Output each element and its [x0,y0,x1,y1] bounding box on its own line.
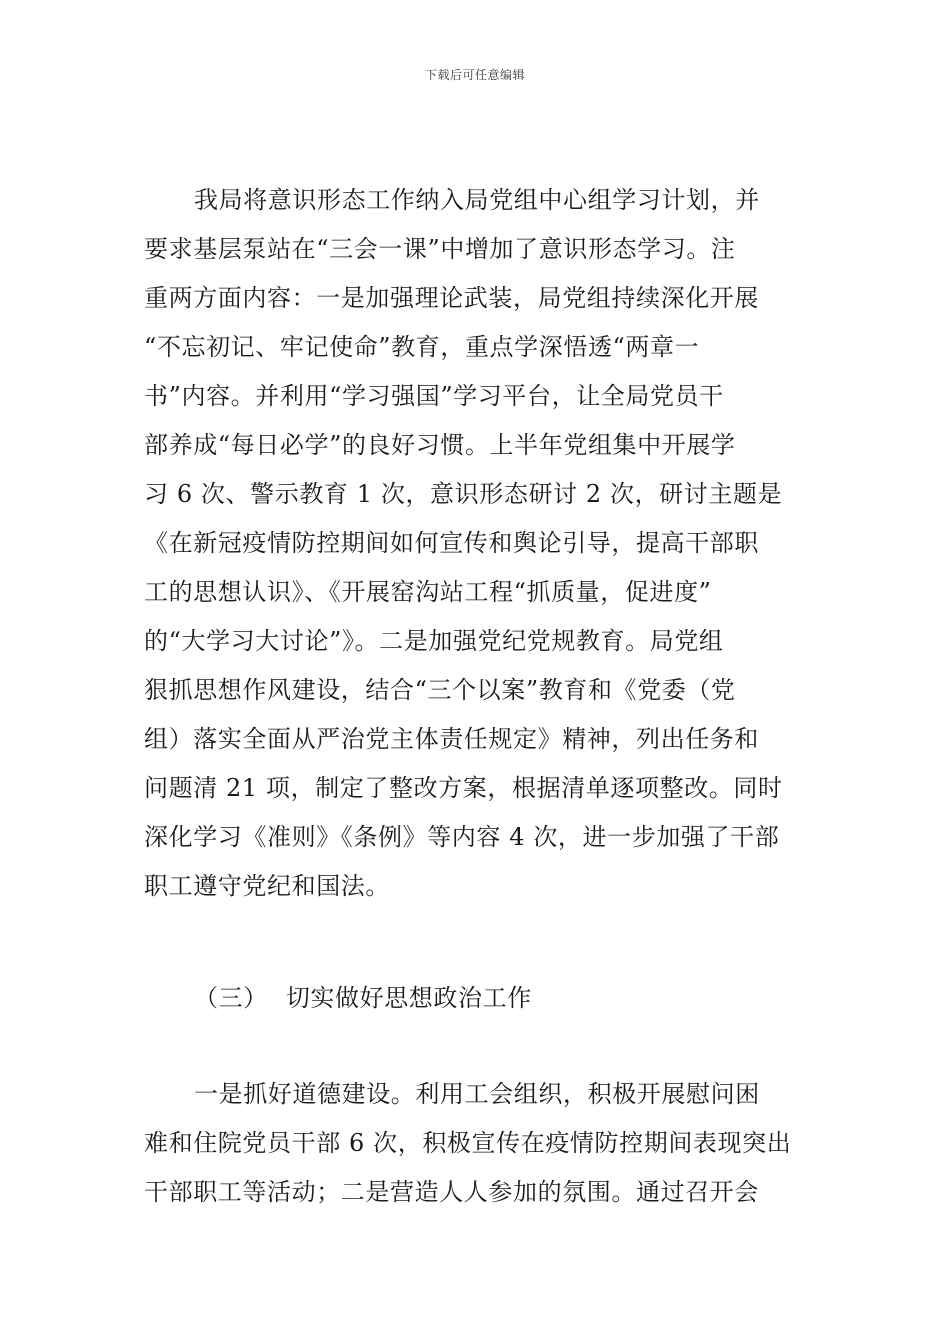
paragraph-line: “不忘初记、牢记使命”教育，重点学深悟透“两章一 [144,333,700,361]
section-heading [194,978,532,1018]
paragraph-line: 职工遵守党纪和国法。 [144,872,390,900]
paragraph-line: 难和住院党员干部 6 次，积极宣传在疫情防控期间表现突出 [144,1129,792,1157]
paragraph-line: 问题清 21 项，制定了整改方案，根据清单逐项整改。同时 [144,774,783,802]
paragraph-line: 组）落实全面从严治党主体责任规定》精神，列出任务和 [144,725,759,753]
section-title: 切实做好思想政治工作 [285,984,532,1012]
section-number: （三） [194,984,268,1012]
paragraph-line: 习 6 次、警示教育 1 次，意识形态研讨 2 次，研讨主题是 [144,480,783,508]
paragraph-line: 部养成“每日必学”的良好习惯。上半年党组集中开展学 [144,431,736,459]
paragraph-line: 深化学习《准则》《条例》等内容 4 次，进一步加强了干部 [144,823,780,851]
body-paragraph-1 [144,176,808,911]
paragraph-line: 要求基层泵站在“三会一课”中增加了意识形态学习。注 [144,235,736,263]
paragraph-line: 的“大学习大讨论”》。二是加强党纪党规教育。局党组 [144,627,724,655]
paragraph-line: 一是抓好道德建设。利用工会组织，积极开展慰问困 [194,1080,760,1108]
paragraph-line: 重两方面内容：一是加强理论武装，局党组持续深化开展 [144,284,759,312]
paragraph-line: 工的思想认识》、《开展窑沟站工程“抓质量，促进度” [144,578,712,606]
paragraph-line: 书”内容。并利用“学习强国”学习平台，让全局党员干 [144,382,724,410]
body-paragraph-2 [144,1070,808,1217]
paragraph-line: 《在新冠疫情防控期间如何宣传和舆论引导，提高干部职 [144,529,759,557]
page-header: 下载后可任意编辑 [424,68,525,82]
paragraph-line: 干部职工等活动；二是营造人人参加的氛围。通过召开会 [144,1178,759,1206]
paragraph-line: 我局将意识形态工作纳入局党组中心组学习计划，并 [194,186,760,214]
paragraph-line: 狠抓思想作风建设，结合“三个以案”教育和《党委（党 [144,676,736,704]
